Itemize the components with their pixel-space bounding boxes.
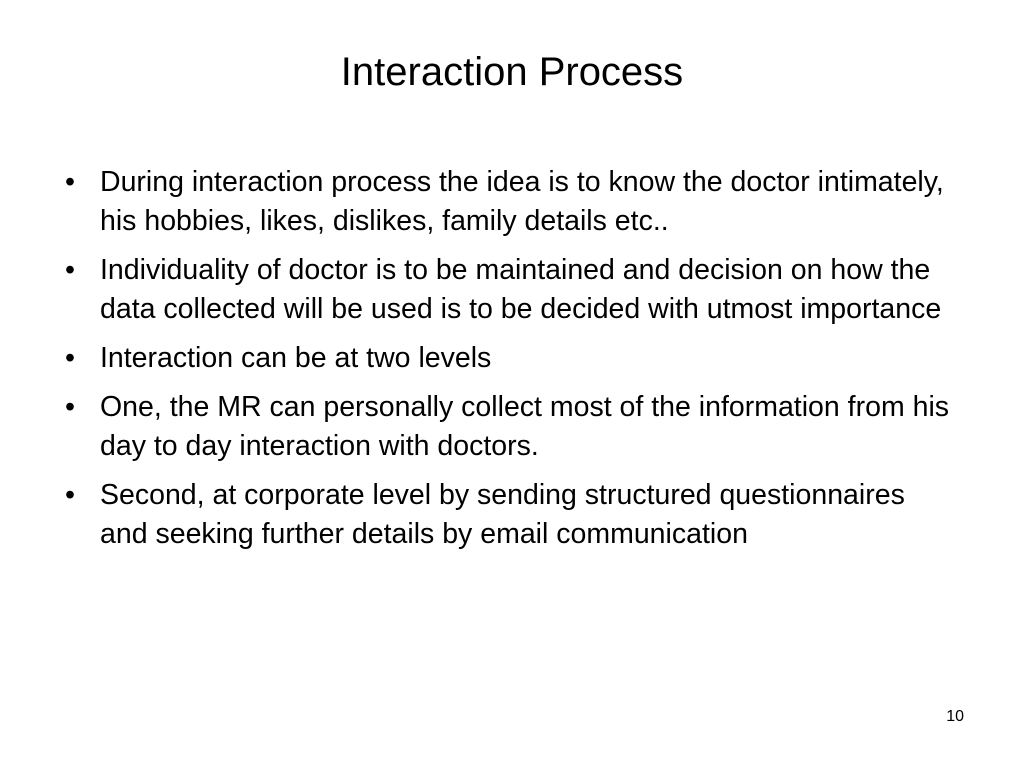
bullet-text: Second, at corporate level by sending structured questionnaires and seeking further details by email communication: [100, 479, 905, 550]
bullet-item: [60, 476, 960, 554]
bullet-item: [60, 339, 960, 378]
bullet-icon: •: [65, 342, 75, 374]
bullet-list: [60, 163, 960, 564]
bullet-icon: •: [65, 479, 75, 511]
bullet-item: [60, 251, 960, 329]
bullet-icon: •: [65, 166, 75, 198]
bullet-icon: •: [65, 391, 75, 423]
bullet-text: Interaction can be at two levels: [100, 342, 492, 374]
slide-title: Interaction Process: [340, 50, 684, 94]
bullet-text: During interaction process the idea is to know the doctor intimately, his hobbies, likes, dislikes, family details etc..: [100, 166, 944, 237]
bullet-text: Individuality of doctor is to be maintained and decision on how the data collected will be used is to be decided with utmost importance: [100, 254, 942, 325]
page-number: 10: [946, 708, 964, 725]
bullet-item: [60, 163, 960, 241]
bullet-item: [60, 388, 960, 466]
bullet-icon: •: [65, 254, 75, 286]
bullet-text: One, the MR can personally collect most of the information from his day to day interaction with doctors.: [100, 391, 950, 462]
